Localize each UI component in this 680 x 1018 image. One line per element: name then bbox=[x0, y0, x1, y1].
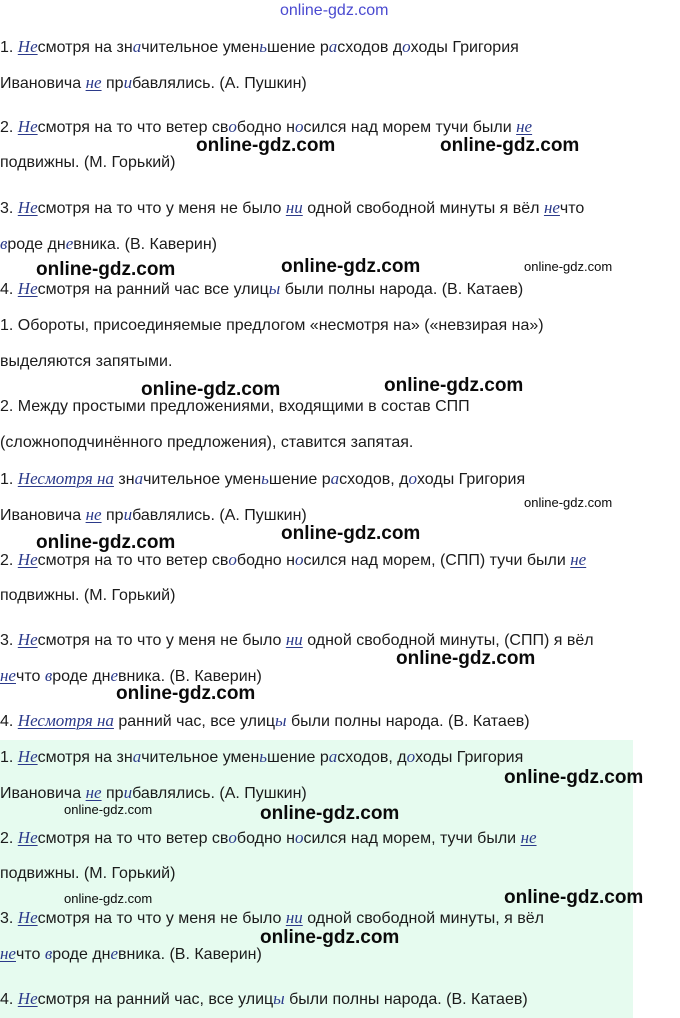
b3-line-4: подвижны. (М. Горький) bbox=[0, 865, 176, 882]
watermark: online-gdz.com bbox=[524, 495, 613, 510]
rule-2: 2. Между простыми предложениями, входящими в состав СПП bbox=[0, 398, 470, 415]
b2-line-4: подвижны. (М. Горький) bbox=[0, 587, 176, 604]
watermark: online-gdz.com bbox=[260, 803, 400, 824]
rule-1-cont: выделяются запятыми. bbox=[0, 353, 173, 370]
watermark: online-gdz.com bbox=[281, 256, 421, 277]
b2-line-1: 1. Несмотря на значительное уменьшение расходов, доходы Григория bbox=[0, 469, 526, 488]
b1-line-7: 4. Несмотря на ранний час все улицы были полны народа. (В. Катаев) bbox=[0, 279, 524, 298]
b2-line-6: нечто вроде дневника. (В. Каверин) bbox=[0, 666, 262, 685]
rule-1: 1. Обороты, присоединяемые предлогом «несмотря на» («невзирая на») bbox=[0, 317, 544, 334]
b3-line-3: 2. Несмотря на то что ветер свободно носился над морем, тучи были не bbox=[0, 828, 537, 847]
header-watermark: online-gdz.com bbox=[280, 2, 389, 19]
b3-line-6: нечто вроде дневника. (В. Каверин) bbox=[0, 944, 262, 963]
watermark: online-gdz.com bbox=[504, 767, 644, 788]
watermark: online-gdz.com bbox=[141, 379, 281, 400]
watermark: online-gdz.com bbox=[196, 135, 336, 156]
b3-line-7: 4. Несмотря на ранний час, все улицы были полны народа. (В. Катаев) bbox=[0, 989, 528, 1008]
b1-line-4: подвижны. (М. Горький) bbox=[0, 154, 176, 171]
b2-line-2: Ивановича не прибавлялись. (А. Пушкин) bbox=[0, 505, 307, 524]
b1-line-5: 3. Несмотря на то что у меня не было ни одной свободной минуты я вёл нечто bbox=[0, 198, 585, 217]
watermark: online-gdz.com bbox=[524, 259, 613, 274]
watermark: online-gdz.com bbox=[260, 927, 400, 948]
watermark: online-gdz.com bbox=[440, 135, 580, 156]
b1-line-1: 1. Несмотря на значительное уменьшение расходов доходы Григория bbox=[0, 37, 519, 56]
rule-2-cont: (сложноподчинённого предложения), ставится запятая. bbox=[0, 434, 414, 451]
b2-line-3: 2. Несмотря на то что ветер свободно носился над морем, (СПП) тучи были не bbox=[0, 550, 587, 569]
b3-line-1: 1. Несмотря на значительное уменьшение расходов, доходы Григория bbox=[0, 747, 524, 766]
watermark: online-gdz.com bbox=[281, 523, 421, 544]
b3-line-5: 3. Несмотря на то что у меня не было ни одной свободной минуты, я вёл bbox=[0, 908, 544, 927]
watermark: online-gdz.com bbox=[384, 375, 524, 396]
b1-line-3: 2. Несмотря на то что ветер свободно носился над морем тучи были не bbox=[0, 117, 533, 136]
b1-line-6: вроде дневника. (В. Каверин) bbox=[0, 234, 217, 253]
watermark: online-gdz.com bbox=[36, 532, 176, 553]
b2-line-7: 4. Несмотря на ранний час, все улицы были полны народа. (В. Катаев) bbox=[0, 711, 530, 730]
watermark: online-gdz.com bbox=[116, 683, 256, 704]
b2-line-5: 3. Несмотря на то что у меня не было ни одной свободной минуты, (СПП) я вёл bbox=[0, 630, 594, 649]
watermark: online-gdz.com bbox=[504, 887, 644, 908]
b1-line-2: Ивановича не прибавлялись. (А. Пушкин) bbox=[0, 73, 307, 92]
watermark: online-gdz.com bbox=[64, 891, 153, 906]
watermark: online-gdz.com bbox=[64, 802, 153, 817]
b3-line-2: Ивановича не прибавлялись. (А. Пушкин) bbox=[0, 783, 307, 802]
watermark: online-gdz.com bbox=[36, 259, 176, 280]
watermark: online-gdz.com bbox=[396, 648, 536, 669]
